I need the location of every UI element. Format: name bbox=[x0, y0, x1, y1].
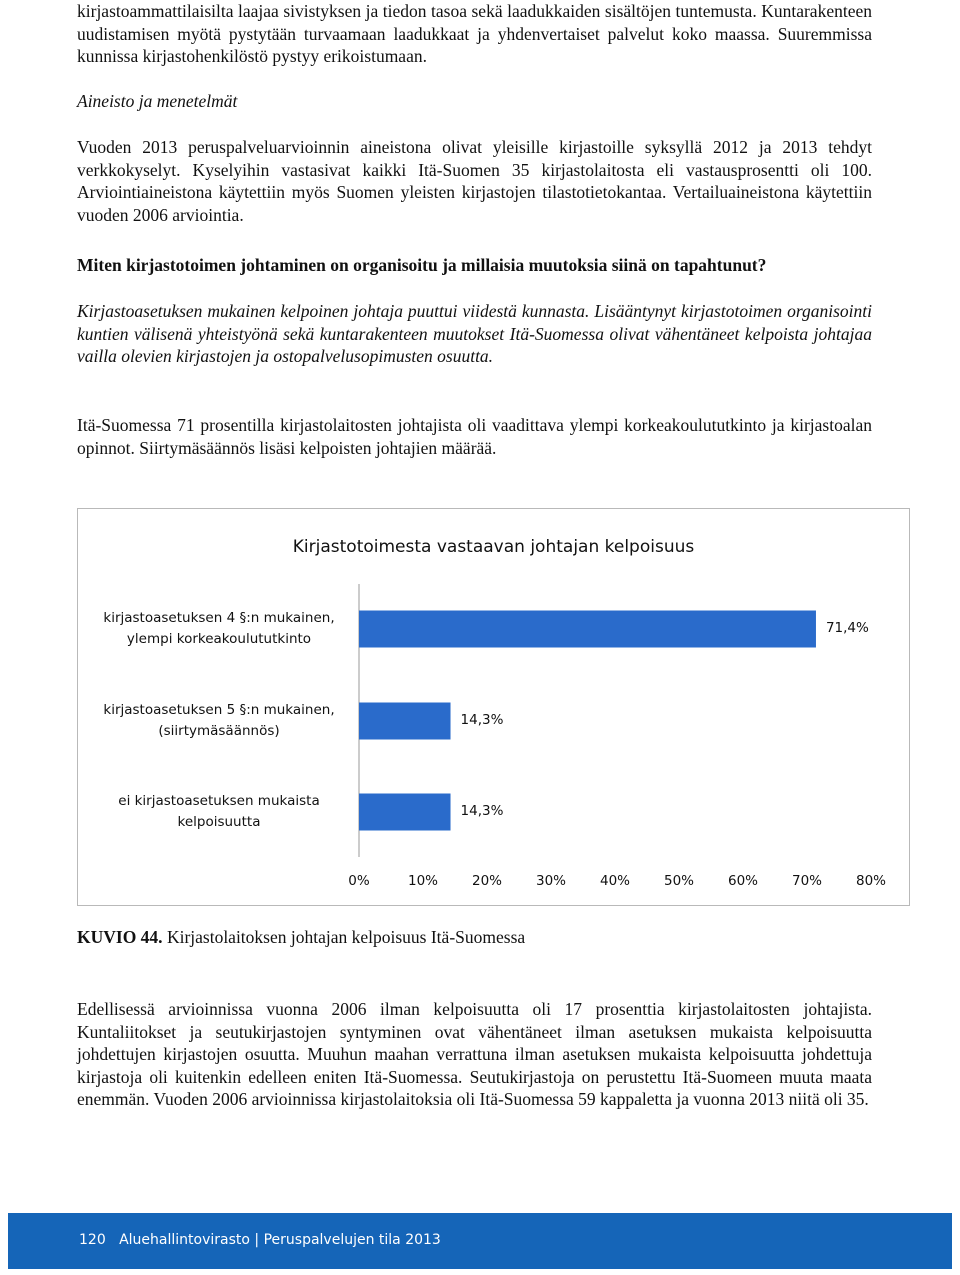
footer-text bbox=[79, 1232, 441, 1248]
category-label-3 bbox=[84, 791, 354, 833]
category-label-line: (siirtymäsäännös) bbox=[158, 723, 280, 739]
x-tick-label: 50% bbox=[663, 873, 695, 889]
category-label-line: kirjastoasetuksen 5 §:n mukainen, bbox=[103, 702, 335, 718]
footer-separator: | bbox=[254, 1232, 260, 1248]
x-tick-label: 40% bbox=[599, 873, 631, 889]
page-footer bbox=[8, 1213, 952, 1269]
figure-caption bbox=[77, 927, 525, 948]
x-tick-label: 60% bbox=[727, 873, 759, 889]
x-tick-label: 70% bbox=[791, 873, 823, 889]
category-label-line: kelpoisuutta bbox=[177, 814, 261, 830]
bar-2 bbox=[359, 703, 451, 740]
intro-paragraph: kirjastoammattilaisilta laajaa sivistyksen ja tiedon tasoa sekä laadukkaiden sisältöjen tuntemusta. Kuntarakenteen uudistamisen myötä pystytään turvaamaan laadukkaat ja yhdenvertaiset palvelut koko maassa. Suuremmissa kunnissa kirjastohenkilöstö pystyy erikoistumaan. bbox=[77, 1, 872, 67]
question-heading: Miten kirjastotoimen johtaminen on organisoitu ja millaisia muutoksia siinä on tapahtunut? bbox=[77, 255, 767, 275]
bar-1 bbox=[359, 611, 816, 648]
caption-text: Kirjastolaitoksen johtajan kelpoisuus Itä-Suomessa bbox=[162, 927, 526, 947]
category-label-1 bbox=[84, 608, 354, 650]
methods-paragraph: Vuoden 2013 peruspalveluarvioinnin aineistona olivat yleisille kirjastoille syksyllä 2012 ja 2013 tehdyt verkkokyselyt. Kyselyihin vastasivat kaikki Itä-Suomen 35 kirjastolaitosta eli vastausprosentti oli 100. Arviointiaineistona käytettiin myös Suomen yleisten kirjastojen tilastotietokantaa. Vertailuaineistona käytettiin vuoden 2006 arviointia. bbox=[77, 137, 872, 225]
chart-title: Kirjastotoimesta vastaavan johtajan kelpoisuus bbox=[292, 537, 695, 557]
closing-paragraph: Edellisessä arvioinnissa vuonna 2006 ilman kelpoisuutta oli 17 prosenttia kirjastolaitosten johtajista. Kuntaliitokset ja seutukirjastojen syntyminen ovat vähentäneet ilman asetuksen mukaista kelpoisuutta johdettujen kirjastojen osuutta. Muuhun maahan verrattuna ilman asetuksen mukaista kelpoisuutta johdettuja kirjastoja oli kuitenkin edelleen eniten Itä-Suomessa. Seutukirjastoja on perustettu Itä-Suomeen muuta maata enemmän. Vuoden 2006 arvioinnissa kirjastolaitoksia oli Itä-Suomessa 59 kappaletta ja vuonna 2013 niitä oli 35. bbox=[77, 999, 872, 1110]
bar-3 bbox=[359, 794, 451, 831]
x-tick-label: 10% bbox=[407, 873, 439, 889]
result-paragraph: Itä-Suomessa 71 prosentilla kirjastolaitosten johtajista oli vaadittava ylempi korkeakoulututkinto ja kirjastoalan opinnot. Siirtymäsäännös lisäsi kelpoisten johtajien määrää. bbox=[77, 415, 872, 458]
category-label-line: kirjastoasetuksen 4 §:n mukainen, bbox=[103, 610, 335, 626]
category-label-line: ei kirjastoasetuksen mukaista bbox=[118, 793, 320, 809]
value-label-1: 71,4% bbox=[825, 620, 869, 636]
value-label-3: 14,3% bbox=[460, 803, 504, 819]
page-number: 120 bbox=[79, 1232, 106, 1248]
category-label-2 bbox=[84, 700, 354, 742]
category-label-line: ylempi korkeakoulututkinto bbox=[126, 631, 312, 647]
value-label-2: 14,3% bbox=[460, 712, 504, 728]
x-tick-label: 30% bbox=[535, 873, 567, 889]
x-tick-label: 80% bbox=[855, 873, 887, 889]
footer-org: Aluehallintovirasto bbox=[119, 1232, 250, 1248]
x-tick-label: 0% bbox=[348, 873, 370, 889]
section-heading: Aineisto ja menetelmät bbox=[77, 91, 238, 111]
bar-chart bbox=[77, 508, 910, 906]
footer-report: Peruspalvelujen tila 2013 bbox=[263, 1232, 441, 1248]
caption-number: KUVIO 44. bbox=[77, 927, 163, 947]
findings-paragraph: Kirjastoasetuksen mukainen kelpoinen johtaja puuttui viidestä kunnasta. Lisääntynyt kirjastotoimen organisointi kuntien välisenä yhteistyönä sekä kuntarakenteen muutokset Itä-Suomessa olivat vähentäneet kelpoista johtajaa vailla olevien kirjastojen ja ostopalvelusopimusten osuutta. bbox=[77, 301, 872, 367]
x-tick-label: 20% bbox=[471, 873, 503, 889]
